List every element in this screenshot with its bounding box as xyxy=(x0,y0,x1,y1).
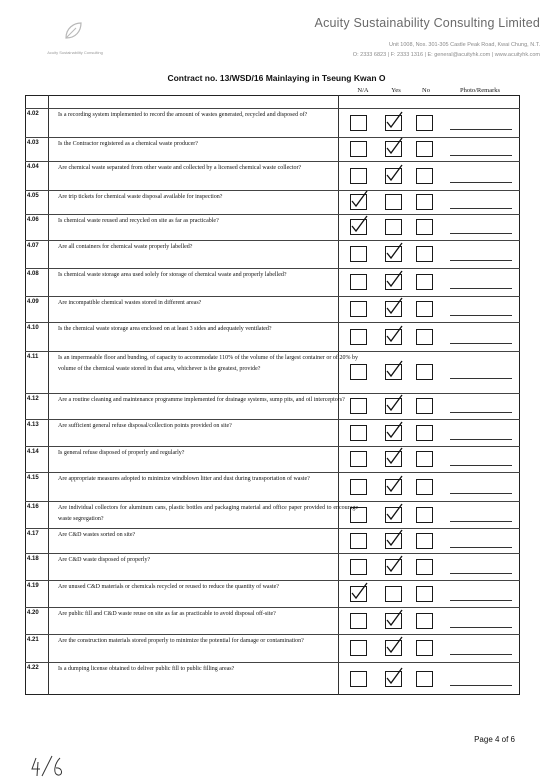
checklist-question: Are unused C&D materials or chemicals recycled or reused to reduce the quantity of waste? xyxy=(58,584,279,590)
checklist-question: Is the Contractor registered as a chemical waste producer? xyxy=(58,141,198,147)
checklist-question: Is the chemical waste storage area enclosed on at least 3 sides and adequately ventilated? xyxy=(58,326,272,332)
checkbox-na[interactable] xyxy=(350,301,367,317)
checkbox-no[interactable] xyxy=(416,168,433,184)
handwritten-page-note xyxy=(30,752,70,782)
checklist-question: Are individual collectors for aluminum cans, plastic bottles and packaging material and office paper provided to encourage waste segregation? xyxy=(58,505,358,522)
remarks-line[interactable] xyxy=(450,378,512,379)
remarks-line[interactable] xyxy=(450,493,512,494)
checkbox-na[interactable] xyxy=(350,115,367,131)
checkbox-yes[interactable] xyxy=(385,194,402,210)
checkbox-no[interactable] xyxy=(416,425,433,441)
item-number: 4.08 xyxy=(27,271,39,277)
item-number: 4.20 xyxy=(27,610,39,616)
checkbox-yes[interactable] xyxy=(385,671,402,687)
checkbox-yes[interactable] xyxy=(385,168,402,184)
checkbox-no[interactable] xyxy=(416,671,433,687)
checkbox-na[interactable] xyxy=(350,398,367,414)
table-row xyxy=(25,240,520,268)
remarks-line[interactable] xyxy=(450,208,512,209)
checkbox-yes[interactable] xyxy=(385,141,402,157)
item-number: 4.14 xyxy=(27,449,39,455)
remarks-line[interactable] xyxy=(450,233,512,234)
checkmark-icon xyxy=(350,582,369,602)
item-number: 4.10 xyxy=(27,325,39,331)
checkbox-yes[interactable] xyxy=(385,640,402,656)
table-row xyxy=(25,190,520,214)
checkmark-icon xyxy=(385,503,404,523)
checkbox-na[interactable] xyxy=(350,640,367,656)
checkbox-no[interactable] xyxy=(416,329,433,345)
remarks-line[interactable] xyxy=(450,685,512,686)
checkbox-yes[interactable] xyxy=(385,364,402,380)
table-row xyxy=(25,322,520,351)
checkmark-icon xyxy=(350,215,369,235)
checkbox-no[interactable] xyxy=(416,274,433,290)
column-header-yes: Yes xyxy=(391,87,401,94)
remarks-line[interactable] xyxy=(450,343,512,344)
checkbox-yes[interactable] xyxy=(385,115,402,131)
item-number: 4.16 xyxy=(27,504,39,510)
checklist-question: Are incompatible chemical wastes stored in different areas? xyxy=(58,300,202,306)
checkbox-no[interactable] xyxy=(416,451,433,467)
checklist-question: Are trip tickets for chemical waste disposal available for inspection? xyxy=(58,194,223,200)
page-title: Contract no. 13/WSD/16 Mainlaying in Tseung Kwan O xyxy=(167,73,386,83)
checkbox-yes[interactable] xyxy=(385,246,402,262)
checkbox-no[interactable] xyxy=(416,559,433,575)
table-row xyxy=(25,137,520,161)
checklist-question: Is chemical waste reused and recycled on site as far as practicable? xyxy=(58,218,219,224)
item-number: 4.05 xyxy=(27,193,39,199)
checklist-question: Is chemical waste storage area used solely for storage of chemical waste and properly labelled? xyxy=(58,272,287,278)
item-number: 4.09 xyxy=(27,299,39,305)
checkbox-na[interactable] xyxy=(350,168,367,184)
table-row xyxy=(25,580,520,607)
checkbox-yes[interactable] xyxy=(385,479,402,495)
company-logo xyxy=(40,14,110,74)
remarks-line[interactable] xyxy=(450,627,512,628)
checklist-question: Are chemical waste separated from other waste and collected by a licensed chemical waste collector? xyxy=(58,165,302,171)
checklist-question: Are sufficient general refuse disposal/collection points provided on site? xyxy=(58,423,232,429)
table-row xyxy=(25,553,520,580)
item-number: 4.13 xyxy=(27,422,39,428)
item-number: 4.12 xyxy=(27,396,39,402)
checkmark-icon xyxy=(385,667,404,687)
remarks-line[interactable] xyxy=(450,654,512,655)
table-row xyxy=(25,607,520,634)
checkbox-na[interactable] xyxy=(350,274,367,290)
item-number: 4.21 xyxy=(27,637,39,643)
item-number: 4.18 xyxy=(27,556,39,562)
checkbox-yes[interactable] xyxy=(385,507,402,523)
checkbox-na[interactable] xyxy=(350,533,367,549)
table-row xyxy=(25,501,520,528)
checkbox-no[interactable] xyxy=(416,115,433,131)
remarks-line[interactable] xyxy=(450,573,512,574)
checkbox-na[interactable] xyxy=(350,559,367,575)
checkbox-yes[interactable] xyxy=(385,219,402,235)
checkmark-icon xyxy=(385,137,404,157)
item-number: 4.07 xyxy=(27,243,39,249)
checkbox-na[interactable] xyxy=(350,507,367,523)
checkbox-yes[interactable] xyxy=(385,425,402,441)
remarks-line[interactable] xyxy=(450,412,512,413)
checkbox-na[interactable] xyxy=(350,479,367,495)
checkbox-na[interactable] xyxy=(350,451,367,467)
table-row xyxy=(25,214,520,240)
checklist-question: Is an impermeable floor and bunding, of capacity to accommodate 110% of the volume of the largest container or of 20% by volume of the chemical waste stored in that area, whichever is the greatest, provide? xyxy=(58,355,358,372)
checklist-question: Are appropriate measures adopted to minimize windblown litter and dust during transportation of waste? xyxy=(58,476,310,482)
table-row xyxy=(25,528,520,553)
checkmark-icon xyxy=(385,555,404,575)
remarks-line[interactable] xyxy=(450,465,512,466)
checkbox-na[interactable] xyxy=(350,671,367,687)
item-number: 4.15 xyxy=(27,475,39,481)
table-row xyxy=(25,393,520,419)
checklist-question: Are C&D wastes sorted on site? xyxy=(58,532,136,538)
table-row xyxy=(25,351,520,393)
checkbox-no[interactable] xyxy=(416,586,433,602)
checkbox-na[interactable] xyxy=(350,141,367,157)
checkmark-icon xyxy=(385,447,404,467)
checkbox-yes[interactable] xyxy=(385,586,402,602)
table-row xyxy=(25,472,520,501)
checkbox-no[interactable] xyxy=(416,533,433,549)
checklist-question: Is a dumping license obtained to deliver public fill to public filling areas? xyxy=(58,666,235,672)
checkbox-yes[interactable] xyxy=(385,533,402,549)
checkmark-icon xyxy=(385,242,404,262)
checklist-question: Is a recording system implemented to record the amount of wastes generated, recycled and disposed of? xyxy=(58,112,308,118)
checkbox-no[interactable] xyxy=(416,613,433,629)
checkbox-no[interactable] xyxy=(416,640,433,656)
checkbox-no[interactable] xyxy=(416,507,433,523)
item-number: 4.04 xyxy=(27,164,39,170)
address-line-1: Unit 1008, Nos. 301-305 Castle Peak Road, Kwai Chung, N.T. xyxy=(388,42,540,48)
checkbox-yes[interactable] xyxy=(385,398,402,414)
checkmark-icon xyxy=(385,475,404,495)
checkmark-icon xyxy=(385,529,404,549)
checkbox-no[interactable] xyxy=(416,219,433,235)
checkbox-na[interactable] xyxy=(350,613,367,629)
checkmark-icon xyxy=(350,190,369,210)
remarks-line[interactable] xyxy=(450,129,512,130)
item-number: 4.11 xyxy=(27,354,39,360)
column-header-na: N/A xyxy=(357,87,369,94)
item-number: 4.17 xyxy=(27,531,39,537)
checkmark-icon xyxy=(385,636,404,656)
column-header-remarks: Photo/Remarks xyxy=(459,87,501,94)
checkbox-no[interactable] xyxy=(416,246,433,262)
checkbox-yes[interactable] xyxy=(385,329,402,345)
address-line-2: O: 2333 6823 | F: 2333 1316 | E: general@acuityhk.com | www.acuityhk.com xyxy=(352,52,540,58)
checkmark-icon xyxy=(385,325,404,345)
checkbox-na[interactable] xyxy=(350,194,367,210)
checkmark-icon xyxy=(385,270,404,290)
checkbox-no[interactable] xyxy=(416,364,433,380)
checklist-question: Are the construction materials stored properly to minimize the potential for damage or contamination? xyxy=(58,638,304,644)
item-number: 4.19 xyxy=(27,583,39,589)
table-row xyxy=(25,296,520,322)
remarks-line[interactable] xyxy=(450,600,512,601)
checkbox-na[interactable] xyxy=(350,364,367,380)
checklist-question: Are C&D waste disposed of properly? xyxy=(58,557,151,563)
remarks-line[interactable] xyxy=(450,439,512,440)
checklist-question: Are all containers for chemical waste properly labelled? xyxy=(58,244,193,250)
item-number: 4.06 xyxy=(27,217,39,223)
checkbox-yes[interactable] xyxy=(385,559,402,575)
remarks-line[interactable] xyxy=(450,521,512,522)
checkmark-icon xyxy=(385,164,404,184)
checkbox-yes[interactable] xyxy=(385,301,402,317)
checkmark-icon xyxy=(385,111,404,131)
checkmark-icon xyxy=(385,394,404,414)
checkbox-na[interactable] xyxy=(350,586,367,602)
checkmark-icon xyxy=(385,360,404,380)
table-row xyxy=(25,161,520,190)
remarks-line[interactable] xyxy=(450,260,512,261)
checkbox-yes[interactable] xyxy=(385,274,402,290)
company-name: Acuity Sustainability Consulting Limited xyxy=(314,16,540,30)
company-address xyxy=(200,40,540,60)
remarks-line[interactable] xyxy=(450,155,512,156)
checklist-question: Is general refuse disposed of properly and regularly? xyxy=(58,450,185,456)
checkmark-icon xyxy=(385,421,404,441)
remarks-line[interactable] xyxy=(450,315,512,316)
item-number: 4.03 xyxy=(27,140,39,146)
logo-text: Acuity Sustainability Consulting xyxy=(47,50,103,55)
item-number: 4.22 xyxy=(27,665,39,671)
checkbox-na[interactable] xyxy=(350,219,367,235)
checkbox-na[interactable] xyxy=(350,425,367,441)
checkbox-no[interactable] xyxy=(416,479,433,495)
remarks-line[interactable] xyxy=(450,182,512,183)
checkbox-no[interactable] xyxy=(416,398,433,414)
remarks-line[interactable] xyxy=(450,288,512,289)
checkbox-no[interactable] xyxy=(416,194,433,210)
checklist-question: Are public fill and C&D waste reuse on site as far as practicable to avoid disposal off-site? xyxy=(58,611,276,617)
remarks-line[interactable] xyxy=(450,547,512,548)
table-row xyxy=(25,108,520,137)
checkbox-yes[interactable] xyxy=(385,451,402,467)
checkbox-no[interactable] xyxy=(416,141,433,157)
checkbox-no[interactable] xyxy=(416,301,433,317)
checkmark-icon xyxy=(385,297,404,317)
table-row xyxy=(25,419,520,446)
checkbox-na[interactable] xyxy=(350,329,367,345)
leaf-logo-icon xyxy=(62,20,84,42)
page-number: Page 4 of 6 xyxy=(474,735,515,744)
item-number: 4.02 xyxy=(27,111,39,117)
table-row xyxy=(25,446,520,472)
checklist-question: Are a routine cleaning and maintenance programme implemented for drainage systems, sump pits, and oil interceptors? xyxy=(58,397,345,403)
table-row xyxy=(25,662,520,695)
table-row xyxy=(25,268,520,296)
checkbox-yes[interactable] xyxy=(385,613,402,629)
table-row xyxy=(25,634,520,662)
checkmark-icon xyxy=(385,609,404,629)
checkbox-na[interactable] xyxy=(350,246,367,262)
column-header-no: No xyxy=(422,87,430,94)
